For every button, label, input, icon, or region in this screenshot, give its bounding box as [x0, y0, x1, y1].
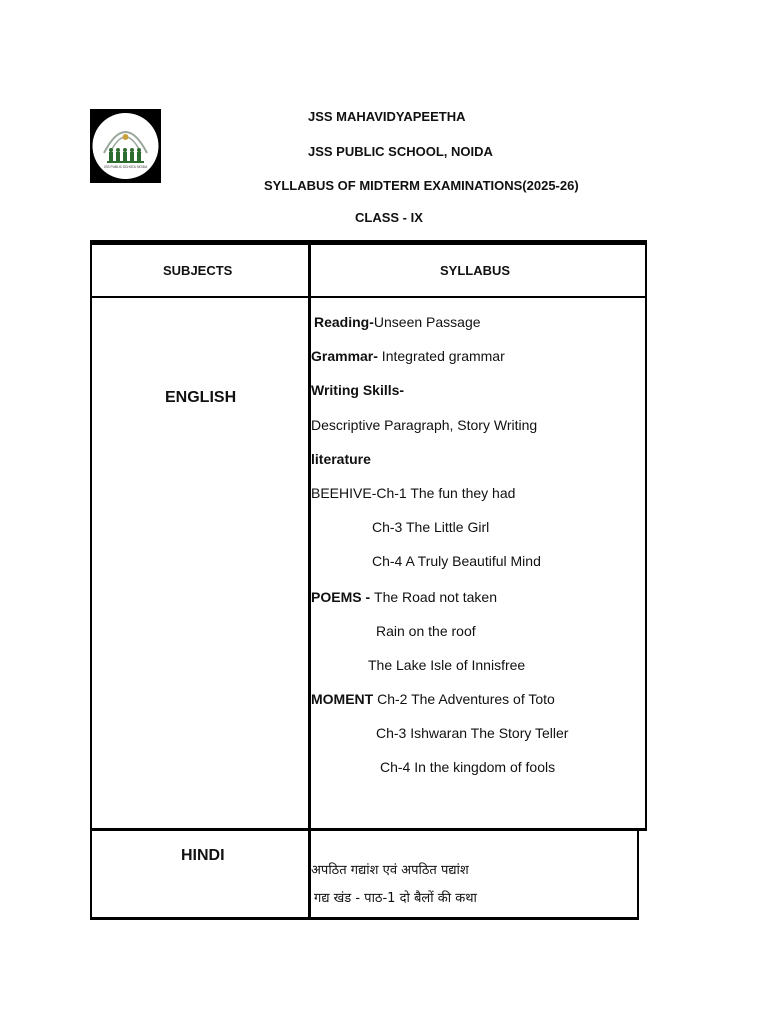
school-logo	[90, 109, 161, 183]
column-header-syllabus: SYLLABUS	[440, 263, 511, 278]
table-left-border	[90, 240, 92, 920]
org-name: JSS MAHAVIDYAPEETHA	[308, 109, 466, 124]
english-line: MOMENT Ch-2 The Adventures of Toto	[311, 691, 555, 707]
english-line: Writing Skills-	[311, 382, 405, 398]
english-line: literature	[311, 451, 371, 467]
table-right-border-hindi	[637, 829, 639, 920]
english-line: Reading-Unseen Passage	[314, 314, 481, 330]
svg-text:JSS PUBLIC SCHOOL NOIDA: JSS PUBLIC SCHOOL NOIDA	[103, 165, 148, 169]
subject-english: ENGLISH	[165, 389, 237, 406]
table-top-rule	[90, 240, 647, 245]
column-header-subjects: SUBJECTS	[163, 263, 233, 278]
english-line: Grammar- Integrated grammar	[311, 348, 505, 364]
hindi-line: अपठित गद्यांश एवं अपठित पद्यांश	[311, 863, 469, 878]
subject-hindi: HINDI	[181, 847, 225, 864]
english-line: BEEHIVE-Ch-1 The fun they had	[311, 485, 516, 501]
class-label: CLASS - IX	[355, 210, 423, 225]
english-line: Rain on the roof	[376, 623, 476, 639]
table-bottom-border	[90, 917, 639, 920]
document-title: SYLLABUS OF MIDTERM EXAMINATIONS(2025-26)	[264, 178, 579, 193]
school-name: JSS PUBLIC SCHOOL, NOIDA	[308, 144, 493, 159]
table-right-border-english	[645, 240, 647, 830]
english-line: Ch-4 In the kingdom of fools	[380, 759, 556, 775]
english-row-divider	[90, 828, 647, 831]
header-row-divider	[90, 296, 647, 298]
english-line: The Lake Isle of Innisfree	[368, 657, 526, 673]
english-line: Ch-4 A Truly Beautiful Mind	[372, 553, 541, 569]
english-line: Ch-3 Ishwaran The Story Teller	[376, 725, 569, 741]
english-line: Ch-3 The Little Girl	[372, 519, 490, 535]
english-line: POEMS - The Road not taken	[311, 589, 497, 605]
english-line: Descriptive Paragraph, Story Writing	[311, 417, 538, 433]
hindi-line: गद्य खंड - पाठ-1 दो बैलों की कथा	[314, 891, 477, 906]
table-column-divider	[308, 240, 311, 920]
